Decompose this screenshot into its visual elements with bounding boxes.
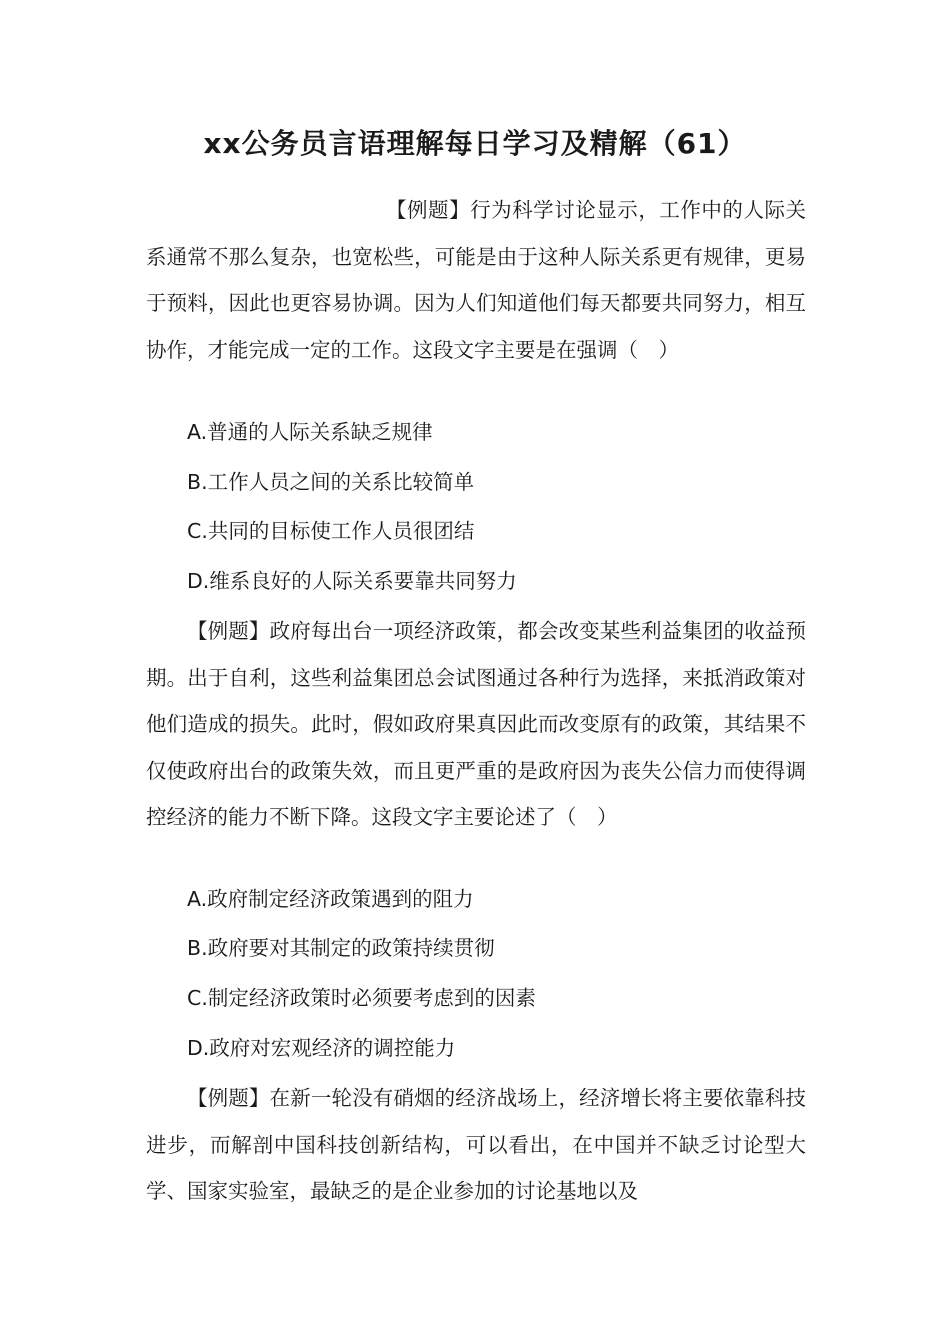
- question-3-stem: 【例题】在新一轮没有硝烟的经济战场上，经济增长将主要依靠科技进步，而解剖中国科技创新结构，可以看出，在中国并不缺乏讨论型大学、国家实验室，最缺乏的是企业参加的讨论基地以及: [146, 1086, 806, 1203]
- document-title: xx公务员言语理解每日学习及精解（61）: [203, 127, 747, 160]
- question-1-option-b: B.工作人员之间的关系比较简单: [187, 470, 475, 494]
- question-2-option-b: B.政府要对其制定的政策持续贯彻: [187, 936, 495, 960]
- question-2-option-c: C.制定经济政策时必须要考虑到的因素: [187, 986, 536, 1010]
- question-2-option-a: A.政府制定经济政策遇到的阻力: [187, 887, 474, 911]
- question-1-option-d: D.维系良好的人际关系要靠共同努力: [187, 569, 517, 593]
- question-1-option-c: C.共同的目标使工作人员很团结: [187, 519, 475, 543]
- question-1-stem: 【例题】行为科学讨论显示，工作中的人际关系通常不那么复杂，也宽松些，可能是由于这种人际关系更有规律，更易于预料，因此也更容易协调。因为人们知道他们每天都要共同努力，相互协作，才能完成一定的工作。这段文字主要是在强调（ ）: [146, 198, 806, 362]
- question-2-stem: 【例题】政府每出台一项经济政策，都会改变某些利益集团的收益预期。出于自利，这些利益集团总会试图通过各种行为选择，来抵消政策对他们造成的损失。此时，假如政府果真因此而改变原有的政策，其结果不仅使政府出台的政策失效，而且更严重的是政府因为丧失公信力而使得调控经济的能力不断下降。这段文字主要论述了（ ）: [146, 619, 806, 829]
- question-2-option-d: D.政府对宏观经济的调控能力: [187, 1036, 456, 1060]
- question-1-option-a: A.普通的人际关系缺乏规律: [187, 420, 433, 444]
